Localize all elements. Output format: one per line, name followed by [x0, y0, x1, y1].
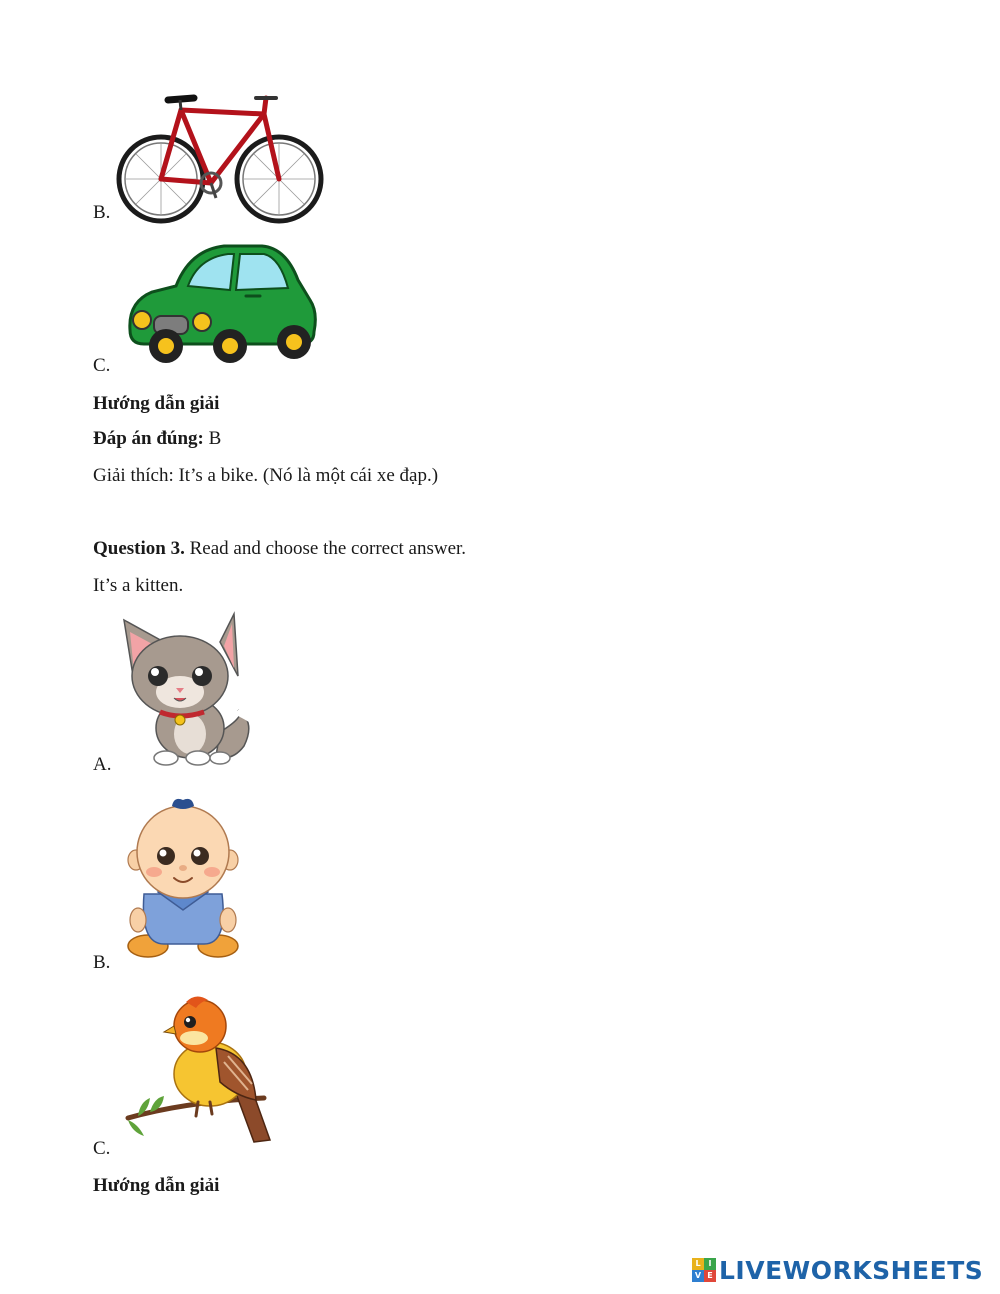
q3-option-a: A.: [93, 754, 112, 775]
liveworksheets-logo: [692, 1256, 983, 1284]
q3-option-b: B.: [93, 952, 111, 973]
answer-value: B: [208, 428, 222, 449]
q3-question: [93, 539, 466, 558]
q2-option-c: C.: [93, 355, 111, 376]
logo-mark-v: V: [692, 1270, 704, 1282]
logo-mark-i: I: [704, 1258, 716, 1270]
logo-mark: [692, 1258, 716, 1282]
logo-text: LIVEWORKSHEETS: [719, 1255, 984, 1285]
kitten-illustration: [120, 612, 256, 770]
q2-option-b: B.: [93, 202, 111, 223]
q3-prompt: It’s a kitten.: [93, 575, 184, 596]
logo-mark-l: L: [692, 1258, 704, 1270]
logo-mark-e: E: [704, 1270, 716, 1282]
question-text: Read and choose the correct answer.: [189, 538, 467, 559]
bird-illustration: [124, 992, 276, 1148]
q3-option-c: C.: [93, 1138, 111, 1159]
bicycle-illustration: [116, 90, 322, 222]
car-illustration: [124, 240, 320, 370]
answer-label: Đáp án đúng:: [93, 428, 204, 449]
question-number: Question 3.: [93, 538, 185, 559]
q2-guide-heading: Hướng dẫn giải: [93, 393, 220, 414]
q2-explanation: Giải thích: It’s a bike. (Nó là một cái xe đạp.): [93, 465, 439, 486]
baby-illustration: [128, 796, 238, 964]
q2-correct-answer: [93, 429, 221, 448]
q3-guide-heading: Hướng dẫn giải: [93, 1175, 220, 1196]
